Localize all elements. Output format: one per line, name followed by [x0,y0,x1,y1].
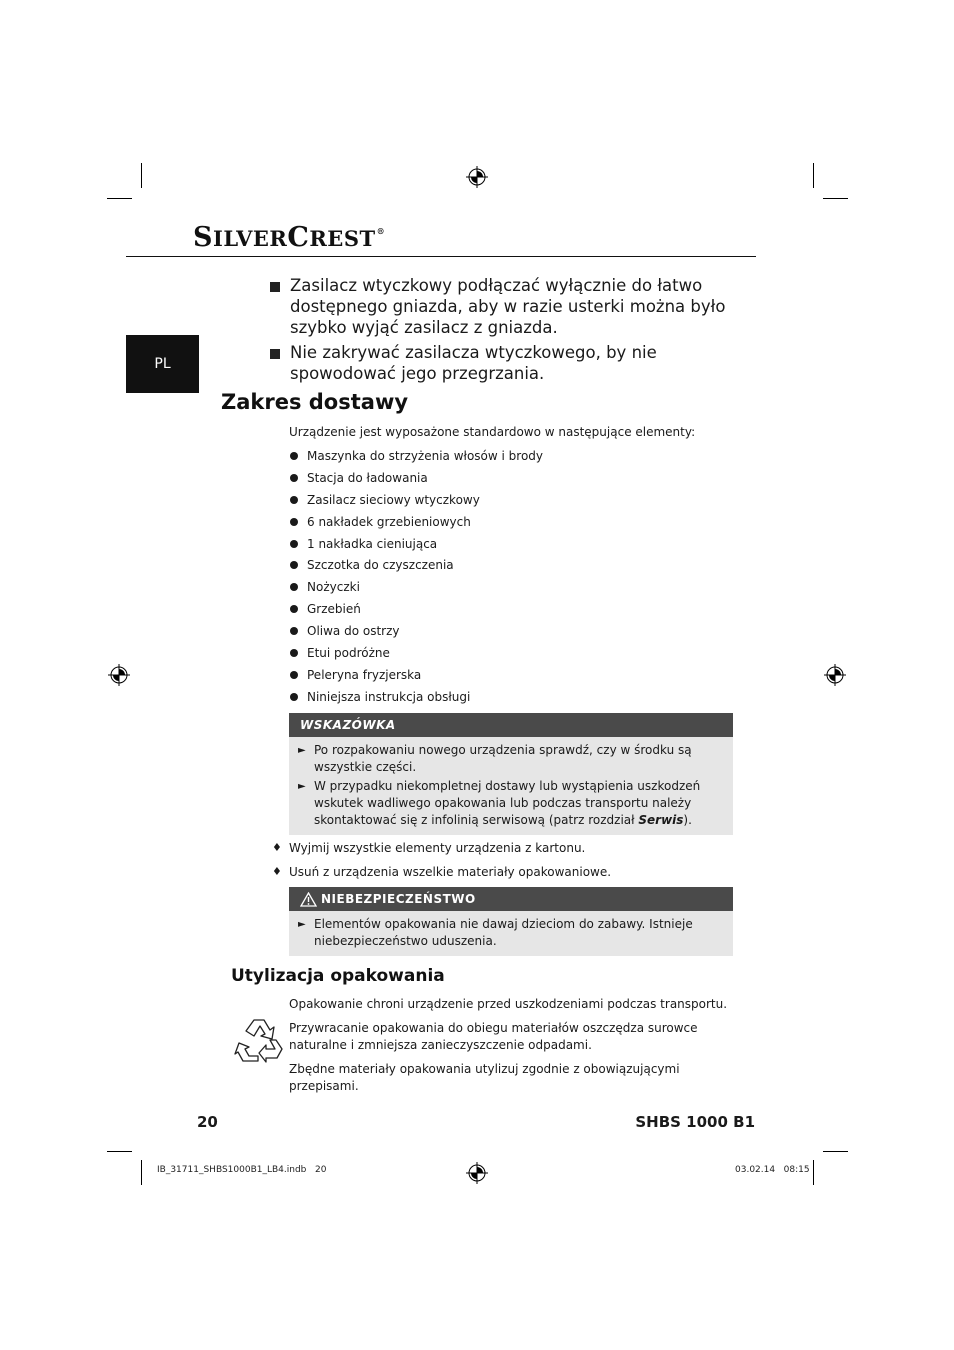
crop-mark [141,1160,142,1185]
list-item [289,448,709,470]
danger-box-title [289,887,733,911]
dot-bullet-icon [290,518,298,526]
list-item [270,275,740,338]
list-item-text: Nożyczki [307,580,360,595]
danger-item-text: Elementów opakowania nie dawaj dzieciom do zabawy. Istnieje niebezpieczeństwo uduszenia. [314,917,693,948]
note-item-text: W przypadku niekompletnej dostawy lub wystąpienia uszkodzeń wskutek wadliwego opakowania lub podczas transportu należy skontaktować się z infolinią serwisową (patrz rozdział [314,779,701,827]
dot-bullet-icon [290,605,298,613]
square-bullet-icon [270,282,280,292]
header-rule [126,256,756,257]
note-item [298,742,723,776]
list-item [289,623,709,645]
danger-box [289,887,733,956]
dot-bullet-icon [290,452,298,460]
step-text: Wyjmij wszystkie elementy urządzenia z kartonu. [289,841,586,855]
paragraph: Opakowanie chroni urządzenie przed uszkodzeniami podczas transportu. [289,997,728,1011]
list-item [289,689,709,711]
section-title: Utylizacja opakowania [231,966,445,986]
dot-bullet-icon [290,474,298,482]
dot-bullet-icon [290,671,298,679]
delivery-list [289,448,709,711]
list-item-text: Peleryna fryzjerska [307,667,422,682]
note-box-title [289,713,733,737]
list-item [289,536,709,558]
list-item-text: Maszynka do strzyżenia włosów i brody [307,449,544,463]
dot-bullet-icon [290,693,298,701]
note-box [289,713,733,835]
registration-mark-icon [466,166,488,188]
print-slug-file: IB_31711_SHBS1000B1_LB4.indb 20 [157,1165,327,1175]
list-item-text: Oliwa do ostrzy [307,624,400,639]
model-number: SHBS 1000 B1 [635,1113,755,1131]
note-item-text-end: ). [683,813,692,827]
registration-mark-icon [824,664,846,686]
list-item-text: 6 nakładek grzebieniowych [307,514,471,529]
note-item-bold: Serwis [638,813,684,827]
logo-letter: S [193,222,213,253]
diamond-bullet-icon: ♦ [272,841,282,854]
list-item-text: Szczotka do czyszczenia [307,558,454,573]
list-item [289,667,709,689]
list-item-text: Niniejsza instrukcja obsługi [307,689,471,704]
brand-logo [193,222,385,252]
crop-mark [141,163,142,188]
list-item [289,579,709,601]
paragraph: Zbędne materiały opakowania utylizuj zgodnie z obowiązującymi przepisami. [289,1062,680,1093]
language-tab [126,335,199,393]
danger-item [298,916,723,950]
list-item-text: Zasilacz sieciowy wtyczkowy [307,492,480,507]
list-item [289,557,709,579]
step-list [272,840,742,888]
intro-text: Urządzenie jest wyposażone standardowo w następujące elementy: [289,425,696,439]
list-item [289,492,709,514]
list-item [289,645,709,667]
list-item-text: Stacja do ładowania [307,470,428,485]
crop-mark [107,198,132,199]
dot-bullet-icon [290,583,298,591]
step-text: Usuń z urządzenia wszelkie materiały opakowaniowe. [289,865,612,879]
note-item [298,778,723,829]
dot-bullet-icon [290,540,298,548]
dot-bullet-icon [290,496,298,504]
danger-box-body [289,911,733,956]
dot-bullet-icon [290,627,298,635]
crop-mark [823,198,848,199]
safety-bullet-list [270,275,740,388]
print-slug-date: 03.02.14 08:15 [735,1165,810,1175]
list-item-text: 1 nakładka cieniująca [307,536,438,551]
crop-mark [107,1151,132,1152]
step-item [272,840,742,864]
list-item-text: Grzebień [307,602,361,617]
dot-bullet-icon [290,561,298,569]
list-item-text: Etui podróżne [307,646,390,661]
logo-letter: C [287,222,310,253]
dot-bullet-icon [290,649,298,657]
registration-mark-icon [108,664,130,686]
language-tab-label: PL [154,356,171,372]
registration-mark-icon [466,1162,488,1184]
warning-triangle-icon [300,892,317,907]
registered-mark: ® [376,226,386,236]
note-box-body [289,737,733,835]
recycle-icon [234,1016,286,1066]
list-item-text: Zasilacz wtyczkowy podłączać wyłącznie do łatwo dostępnego gniazda, aby w razie usterki można było szybko wyjąć zasilacz z gniazda. [290,276,726,337]
crop-mark [823,1151,848,1152]
arrow-bullet-icon: ► [298,919,306,930]
square-bullet-icon [270,349,280,359]
crop-mark [813,163,814,188]
arrow-bullet-icon: ► [298,745,306,756]
logo-letters: ILVER [213,226,288,251]
list-item [270,342,740,384]
logo-letters: REST [309,226,376,251]
page-number: 20 [197,1113,218,1131]
list-item [289,514,709,536]
diamond-bullet-icon: ♦ [272,865,282,878]
list-item [289,601,709,623]
step-item [272,864,742,888]
arrow-bullet-icon: ► [298,781,306,792]
note-box-title-text: WSKAZÓWKA [300,718,396,732]
list-item-text: Nie zakrywać zasilacza wtyczkowego, by nie spowodować jego przegrzania. [290,343,657,383]
note-item-text: Po rozpakowaniu nowego urządzenia sprawdź, czy w środku są wszystkie części. [314,743,692,774]
list-item [289,470,709,492]
section-title: Zakres dostawy [221,390,409,414]
crop-mark [813,1160,814,1185]
danger-box-title-text: NIEBEZPIECZEŃSTWO [321,892,476,906]
paragraph: Przywracanie opakowania do obiegu materiałów oszczędza surowce naturalne i zmniejsza zanieczyszczenie odpadami. [289,1021,698,1052]
